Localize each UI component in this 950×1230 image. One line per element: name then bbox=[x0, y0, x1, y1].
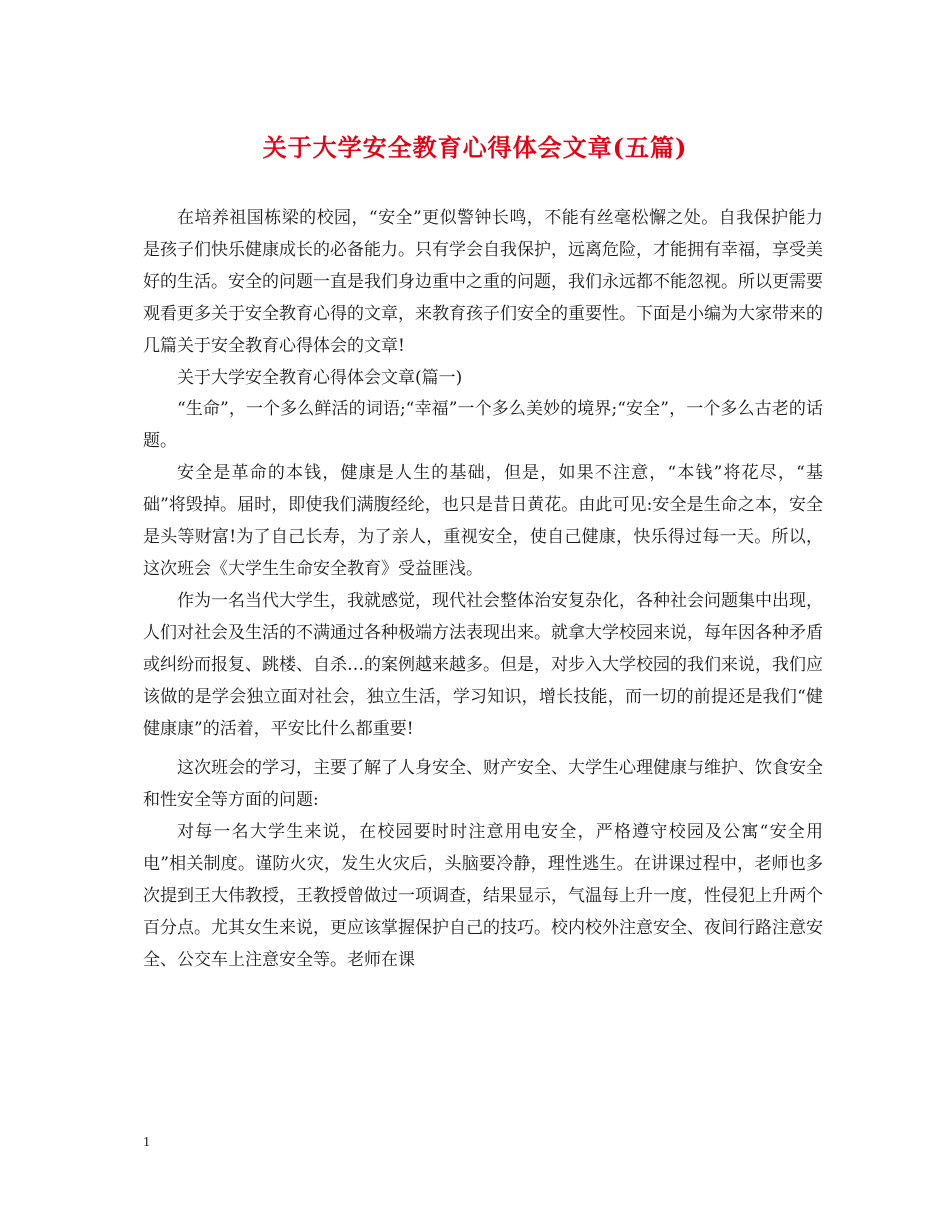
paragraph-campus-safety: 对每一名大学生来说，在校园要时时注意用电安全，严格遵守校园及公寓“安全用电”相关制度。谨防火灾，发生火灾后，头脑要冷静，理性逃生。在讲课过程中，老师也多次提到王大伟教授，王教授曾做过一项调查，结果显示，气温每上升一度，性侵犯上升两个百分点。尤其女生来说，更应该掌握保护自己的技巧。校内校外注意安全、夜间行路注意安全、公交车上注意安全等。老师在课 bbox=[143, 822, 823, 970]
paragraph-class-meeting: 这次班会的学习，主要了解了人身安全、财产安全、大学生心理健康与维护、饮食安全和性安全等方面的问题: bbox=[143, 758, 823, 811]
paragraph-intro: 在培养祖国栋梁的校园，“安全”更似警钟长鸣，不能有丝毫松懈之处。自我保护能力是孩子们快乐健康成长的必备能力。只有学会自我保护，远离危险，才能拥有幸福，享受美好的生活。安全的问题一直是我们身边重中之重的问题，我们永远都不能忽视。所以更需要观看更多关于安全教育心得的文章，来教育孩子们安全的重要性。下面是小编为大家带来的几篇关于安全教育心得体会的文章! bbox=[143, 208, 823, 356]
paragraph-life-happiness: “生命”，一个多么鲜活的词语;“幸福”一个多么美妙的境界;“安全”，一个多么古老的话题。 bbox=[143, 399, 823, 452]
paragraph-safety-foundation: 安全是革命的本钱，健康是人生的基础，但是，如果不注意，“本钱”将花尽，“基础”将毁掉。届时，即使我们满腹经纶，也只是昔日黄花。由此可见:安全是生命之本，安全是头等财富!为了自己长寿，为了亲人，重视安全，使自己健康，快乐得过每一天。所以，这次班会《大学生生命安全教育》受益匪浅。 bbox=[143, 463, 823, 579]
section-heading-part-one: 关于大学安全教育心得体会文章(篇一) bbox=[177, 367, 463, 388]
paragraph-modern-society: 作为一名当代大学生，我就感觉，现代社会整体治安复杂化，各种社会问题集中出现，人们对社会及生活的不满通过各种极端方法表现出来。就拿大学校园来说，每年因各种矛盾或纠纷而报复、跳楼、自杀…的案例越来越多。但是，对步入大学校园的我们来说，我们应该做的是学会独立面对社会，独立生活，学习知识，增长技能，而一切的前提还是我们“健健康康”的活着，平安比什么都重要! bbox=[143, 590, 823, 739]
document-body bbox=[143, 203, 823, 977]
page-number: 1 bbox=[143, 1135, 150, 1150]
page-title: 关于大学安全教育心得体会文章(五篇) bbox=[262, 133, 688, 162]
